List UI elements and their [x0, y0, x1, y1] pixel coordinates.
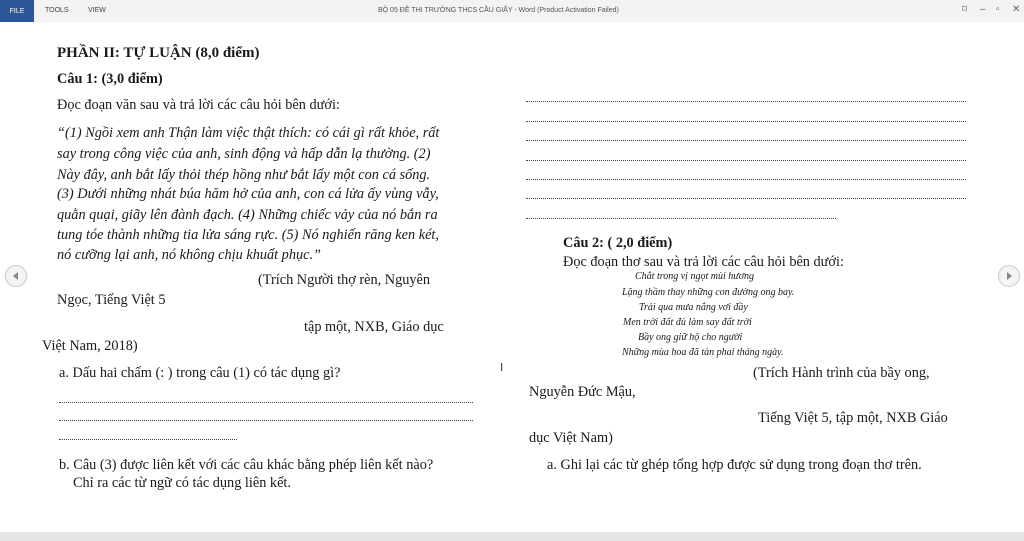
poem-citation-line: Nguyễn Đức Mậu, [529, 384, 636, 400]
answer-line[interactable] [59, 420, 473, 421]
citation-line: Việt Nam, 2018) [42, 338, 138, 354]
poem-citation-line: Tiếng Việt 5, tập một, NXB Giáo [758, 410, 948, 426]
title-bar [0, 0, 1024, 23]
passage-line: nó cưỡng lại anh, nó không chịu khuất phục.” [57, 247, 322, 263]
passage-line: tung tóe thành những tia lửa sáng rực. (5) Nó nghiến răng ken két, [57, 227, 439, 243]
passage-line: (3) Dưới những nhát búa hăm hở của anh, con cá lửa ấy vùng vẫy, [57, 186, 439, 202]
window-title: BỘ 05 ĐỀ THI TRƯỜNG THCS CẦU GIẤY - Word (Product Activation Failed) [378, 7, 619, 14]
chevron-right-icon [1004, 271, 1014, 281]
answer-line[interactable] [526, 101, 966, 102]
question-2a: a. Ghi lại các từ ghép tổng hợp được sử dụng trong đoạn thơ trên. [547, 457, 922, 473]
passage-line: say trong công việc của anh, sinh động và hấp dẫn lạ thường. (2) [57, 146, 431, 162]
restore-icon[interactable]: ⌑ [962, 4, 968, 15]
poem-line: Bầy ong giữ hộ cho người [638, 332, 743, 343]
poem-citation-line: (Trích Hành trình của bầy ong, [753, 365, 930, 381]
tab-view[interactable]: VIEW [88, 7, 106, 14]
question-2-title: Câu 2: ( 2,0 điểm) [563, 235, 673, 251]
answer-line[interactable] [526, 198, 966, 199]
citation-line: tập một, NXB, Giáo dục [304, 319, 444, 335]
answer-line[interactable] [59, 439, 237, 440]
question-1-instruction: Đọc đoạn văn sau và trả lời các câu hỏi bên dưới: [57, 97, 340, 113]
maximize-icon[interactable]: ▫ [996, 4, 1000, 15]
question-1-title: Câu 1: (3,0 điểm) [57, 71, 163, 87]
poem-citation-line: dục Việt Nam) [529, 430, 613, 446]
poem-line: Những mùa hoa đã tàn phai tháng ngày. [622, 347, 784, 358]
status-bar [0, 532, 1024, 541]
poem-line: Men trời đất đủ làm say đất trời [623, 317, 752, 328]
poem-line: Trải qua mưa nắng vơi đầy [639, 302, 748, 313]
question-1b-continued: Chỉ ra các từ ngữ có tác dụng liên kết. [73, 475, 291, 491]
next-page-button[interactable] [998, 265, 1020, 287]
section-title: PHẦN II: TỰ LUẬN (8,0 điểm) [57, 45, 260, 61]
question-1b: b. Câu (3) được liên kết với các câu khác bằng phép liên kết nào? [59, 457, 434, 473]
passage-line: “(1) Ngồi xem anh Thận làm việc thật thích: có cái gì rất khỏe, rất [57, 125, 440, 141]
citation-line: (Trích Người thợ rèn, Nguyên [258, 272, 431, 288]
answer-line[interactable] [526, 179, 966, 180]
answer-line[interactable] [59, 402, 473, 403]
question-2-instruction: Đọc đoạn thơ sau và trả lời các câu hỏi bên dưới: [563, 254, 844, 270]
answer-line[interactable] [526, 218, 836, 219]
chevron-left-icon [11, 271, 21, 281]
citation-line: Ngọc, Tiếng Việt 5 [57, 292, 166, 308]
text-cursor-icon: I [500, 361, 504, 374]
poem-line: Chắt trong vị ngọt mùi hương [635, 271, 755, 282]
answer-line[interactable] [526, 160, 966, 161]
minimize-icon[interactable]: – [980, 4, 986, 15]
question-1a: a. Dấu hai chấm (: ) trong câu (1) có tác dụng gì? [59, 365, 341, 381]
file-tab[interactable]: FILE [0, 0, 34, 22]
answer-line[interactable] [526, 140, 966, 141]
previous-page-button[interactable] [5, 265, 27, 287]
passage-line: quằn quại, giãy lên đành đạch. (4) Những chiếc vảy của nó bắn ra [57, 207, 438, 223]
tab-tools[interactable]: TOOLS [45, 7, 69, 14]
passage-line: Này đây, anh bắt lấy thỏi thép hồng như bắt lấy một con cá sống. [57, 167, 431, 183]
close-icon[interactable]: ✕ [1012, 4, 1021, 15]
poem-line: Lặng thầm thay những con đường ong bay. [622, 287, 795, 298]
answer-line[interactable] [526, 121, 966, 122]
